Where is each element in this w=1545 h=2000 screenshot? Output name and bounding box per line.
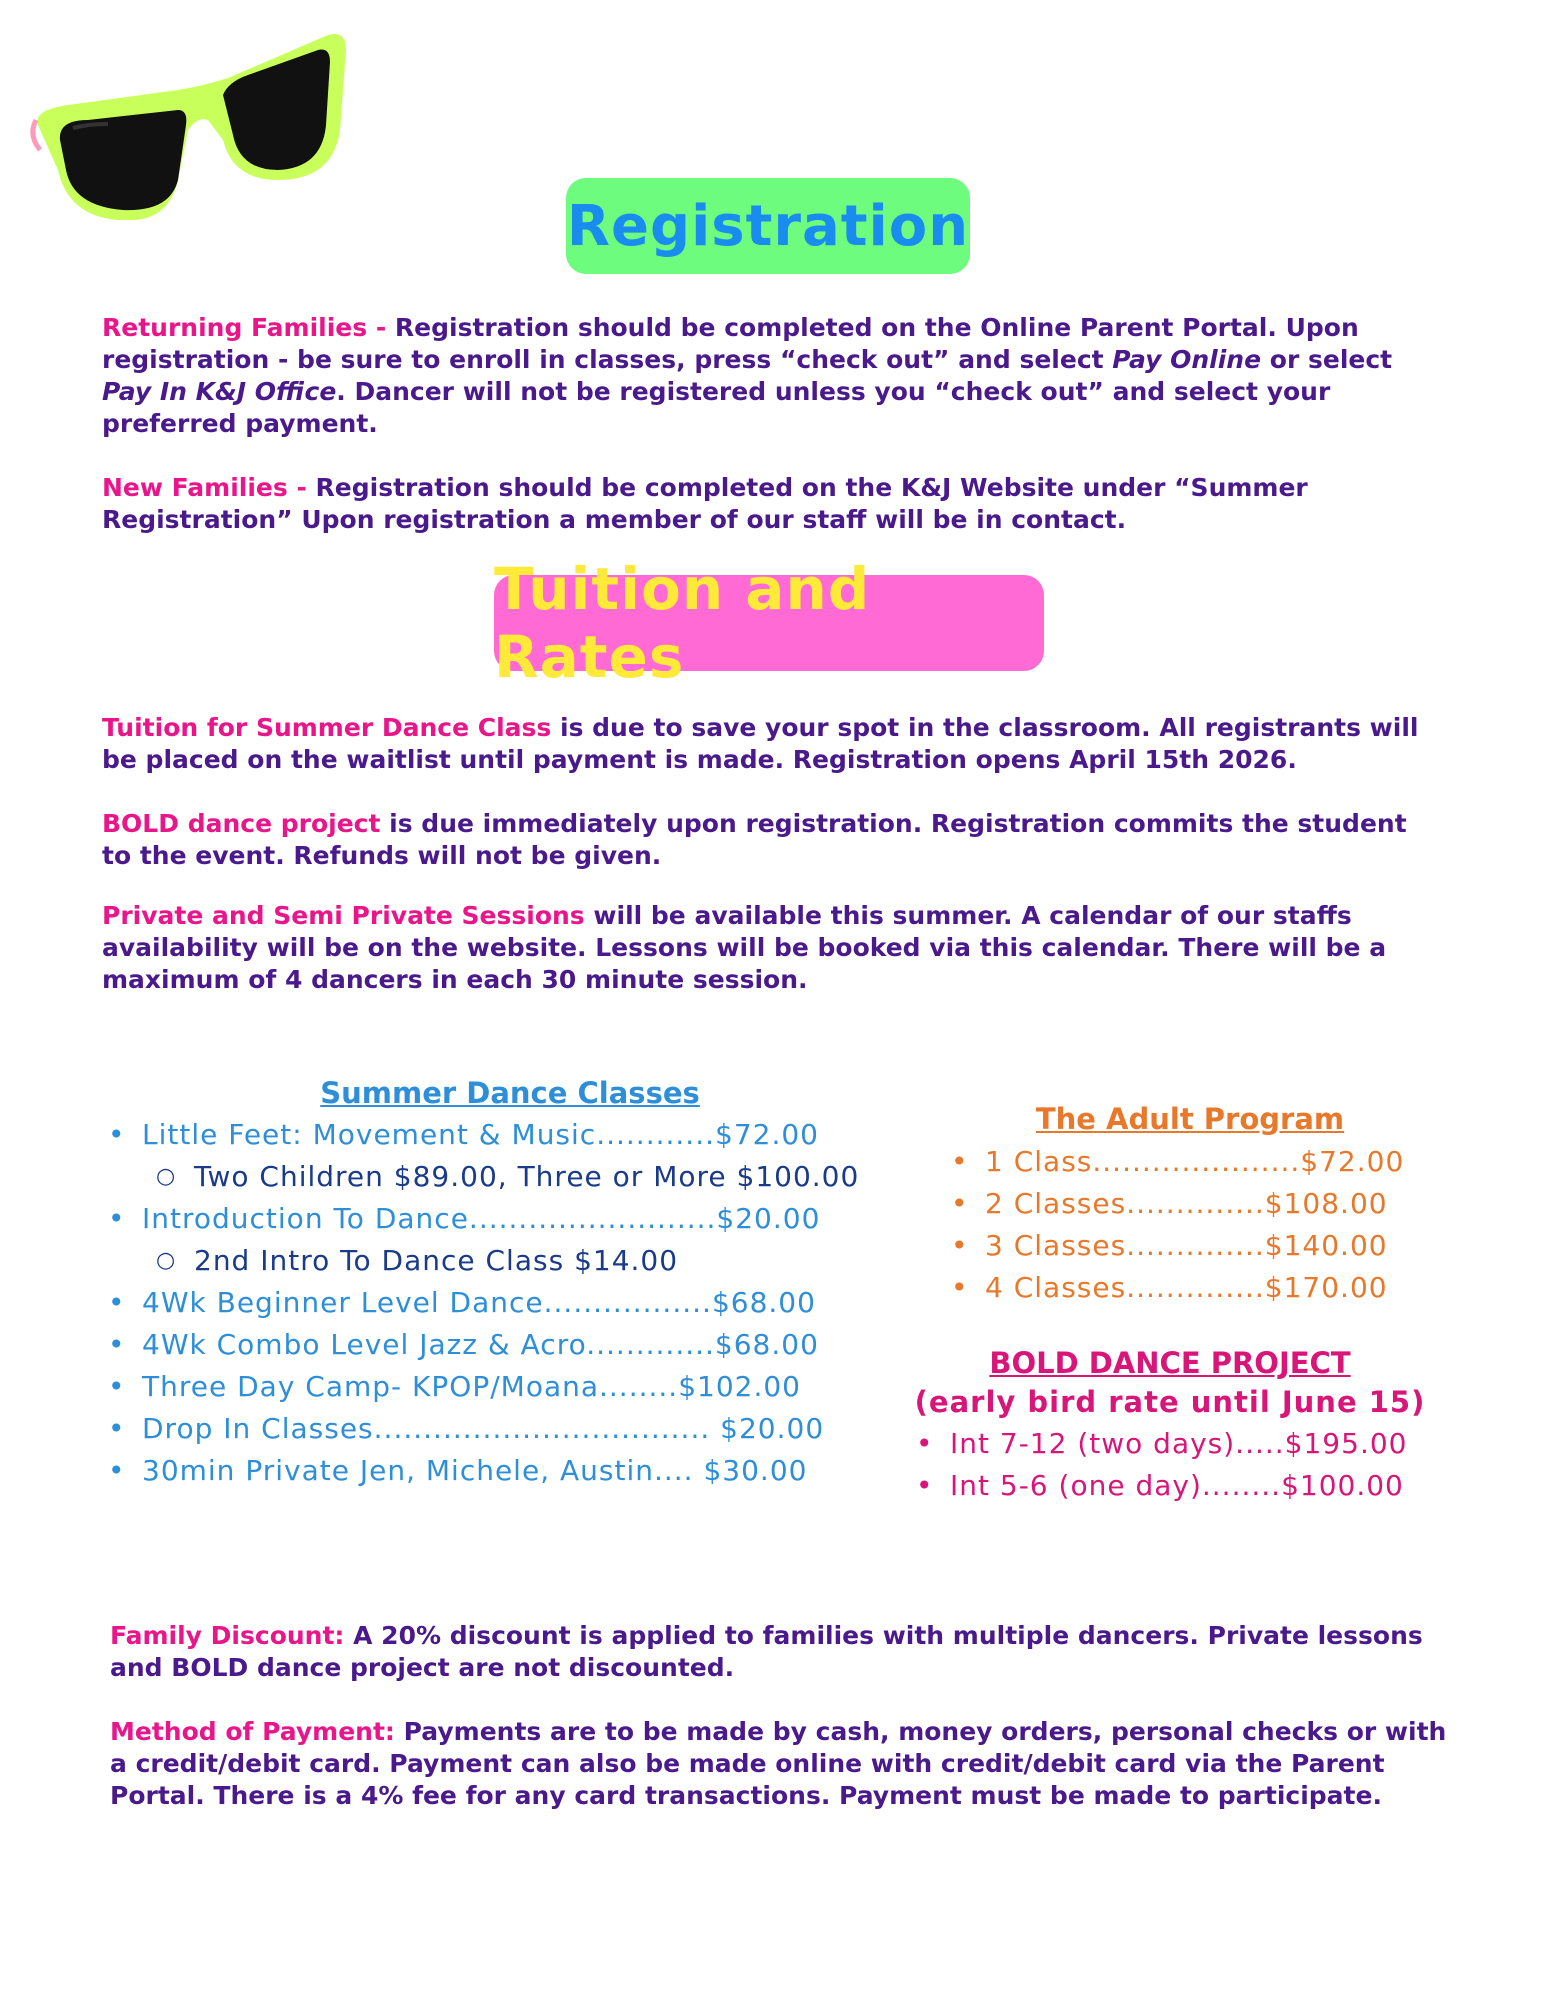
bullet-icon: • xyxy=(916,1469,934,1502)
list-item: • 1 Class.....................$72.00 xyxy=(985,1141,1404,1183)
list-item: • Drop In Classes.................................. $20.00 xyxy=(142,1408,859,1450)
tuition-title: Tuition and Rates xyxy=(494,555,871,691)
registration-title: Registration xyxy=(566,193,970,259)
private-sessions-paragraph: Private and Semi Private Sessions will be available this summer. A calendar of our staffs availability will be on the website. Lessons will be booked via this calendar. There will be a maximum of 4 dancers in each 30 minute session. xyxy=(102,901,1387,994)
pay-office-text: Pay In K&J Office xyxy=(102,377,337,406)
registration-banner xyxy=(566,178,970,274)
bullet-icon: • xyxy=(951,1187,969,1220)
list-item: ○ 2nd Intro To Dance Class $14.00 xyxy=(142,1240,859,1282)
list-item: • Int 7-12 (two days).....$195.00 xyxy=(950,1423,1407,1465)
list-item: • Introduction To Dance.........................$20.00 xyxy=(142,1198,859,1240)
list-item: • 4Wk Combo Level Jazz & Acro.............$68.00 xyxy=(142,1324,859,1366)
bullet-icon: • xyxy=(108,1412,126,1445)
new-families-label: New Families - xyxy=(102,473,316,502)
circle-bullet-icon: ○ xyxy=(156,1164,177,1189)
list-item: • 4 Classes..............$170.00 xyxy=(985,1267,1404,1309)
bullet-icon: • xyxy=(951,1229,969,1262)
bullet-icon: • xyxy=(951,1271,969,1304)
returning-families-paragraph: Returning Families - Registration should be completed on the Online Parent Portal. Upon registration - be sure to enroll in classes, press “check out” and select Pay Online or select Pay In K&J Office. Dancer will not be registered unless you “check out” and select your preferred payment. xyxy=(102,313,1393,438)
list-item: • 4Wk Beginner Level Dance.................$68.00 xyxy=(142,1282,859,1324)
tuition-banner xyxy=(494,555,1044,691)
summer-classes-list xyxy=(108,1114,860,1492)
list-item: • Little Feet: Movement & Music............$72.00 xyxy=(142,1114,859,1156)
bullet-icon: • xyxy=(108,1328,126,1361)
bold-project-subtitle: (early bird rate until June 15) xyxy=(914,1385,1426,1419)
list-item: • Int 5-6 (one day)........$100.00 xyxy=(950,1465,1407,1507)
summer-classes-title: Summer Dance Classes xyxy=(320,1076,700,1110)
private-sessions-label: Private and Semi Private Sessions xyxy=(102,901,585,930)
bullet-icon: • xyxy=(108,1454,126,1487)
family-discount-paragraph: Family Discount: A 20% discount is applied to families with multiple dancers. Private lessons and BOLD dance project are not discounted. xyxy=(110,1621,1423,1682)
bullet-icon: • xyxy=(108,1202,126,1235)
bullet-icon: • xyxy=(951,1145,969,1178)
list-item: • 3 Classes..............$140.00 xyxy=(985,1225,1404,1267)
payment-method-label: Method of Payment: xyxy=(110,1717,395,1746)
family-discount-label: Family Discount: xyxy=(110,1621,345,1650)
returning-families-label: Returning Families - xyxy=(102,313,395,342)
list-item: • 2 Classes..............$108.00 xyxy=(985,1183,1404,1225)
circle-bullet-icon: ○ xyxy=(156,1248,177,1273)
bold-project-title: BOLD DANCE PROJECT xyxy=(989,1346,1351,1380)
summer-tuition-label: Tuition for Summer Dance Class xyxy=(102,713,552,742)
payment-method-paragraph: Method of Payment: Payments are to be made by cash, money orders, personal checks or with a credit/debit card. Payment can also be made online with credit/debit card via the Parent Portal. There is a 4% fee for any card transactions. Payment must be made to participate. xyxy=(110,1717,1447,1810)
bullet-icon: • xyxy=(108,1370,126,1403)
summer-tuition-paragraph: Tuition for Summer Dance Class is due to save your spot in the classroom. All registrants will be placed on the waitlist until payment is made. Registration opens April 15th 2026. xyxy=(102,713,1419,774)
bold-project-list xyxy=(916,1423,1408,1507)
bold-project-paragraph: BOLD dance project is due immediately upon registration. Registration commits the student to the event. Refunds will not be given. xyxy=(102,809,1407,870)
list-item: • 30min Private Jen, Michele, Austin.... $30.00 xyxy=(142,1450,859,1492)
bullet-icon: • xyxy=(108,1286,126,1319)
bold-project-label: BOLD dance project xyxy=(102,809,381,838)
bullet-icon: • xyxy=(916,1427,934,1460)
bullet-icon: • xyxy=(108,1118,126,1151)
sunglasses-icon xyxy=(28,20,348,220)
pay-online-text: Pay Online xyxy=(1112,345,1262,374)
list-item: ○ Two Children $89.00, Three or More $100.00 xyxy=(142,1156,859,1198)
adult-program-title: The Adult Program xyxy=(1035,1102,1345,1136)
new-families-paragraph: New Families - Registration should be completed on the K&J Website under “Summer Registration” Upon registration a member of our staff will be in contact. xyxy=(102,473,1308,534)
adult-program-list xyxy=(951,1141,1405,1309)
list-item: • Three Day Camp- KPOP/Moana........$102.00 xyxy=(142,1366,859,1408)
